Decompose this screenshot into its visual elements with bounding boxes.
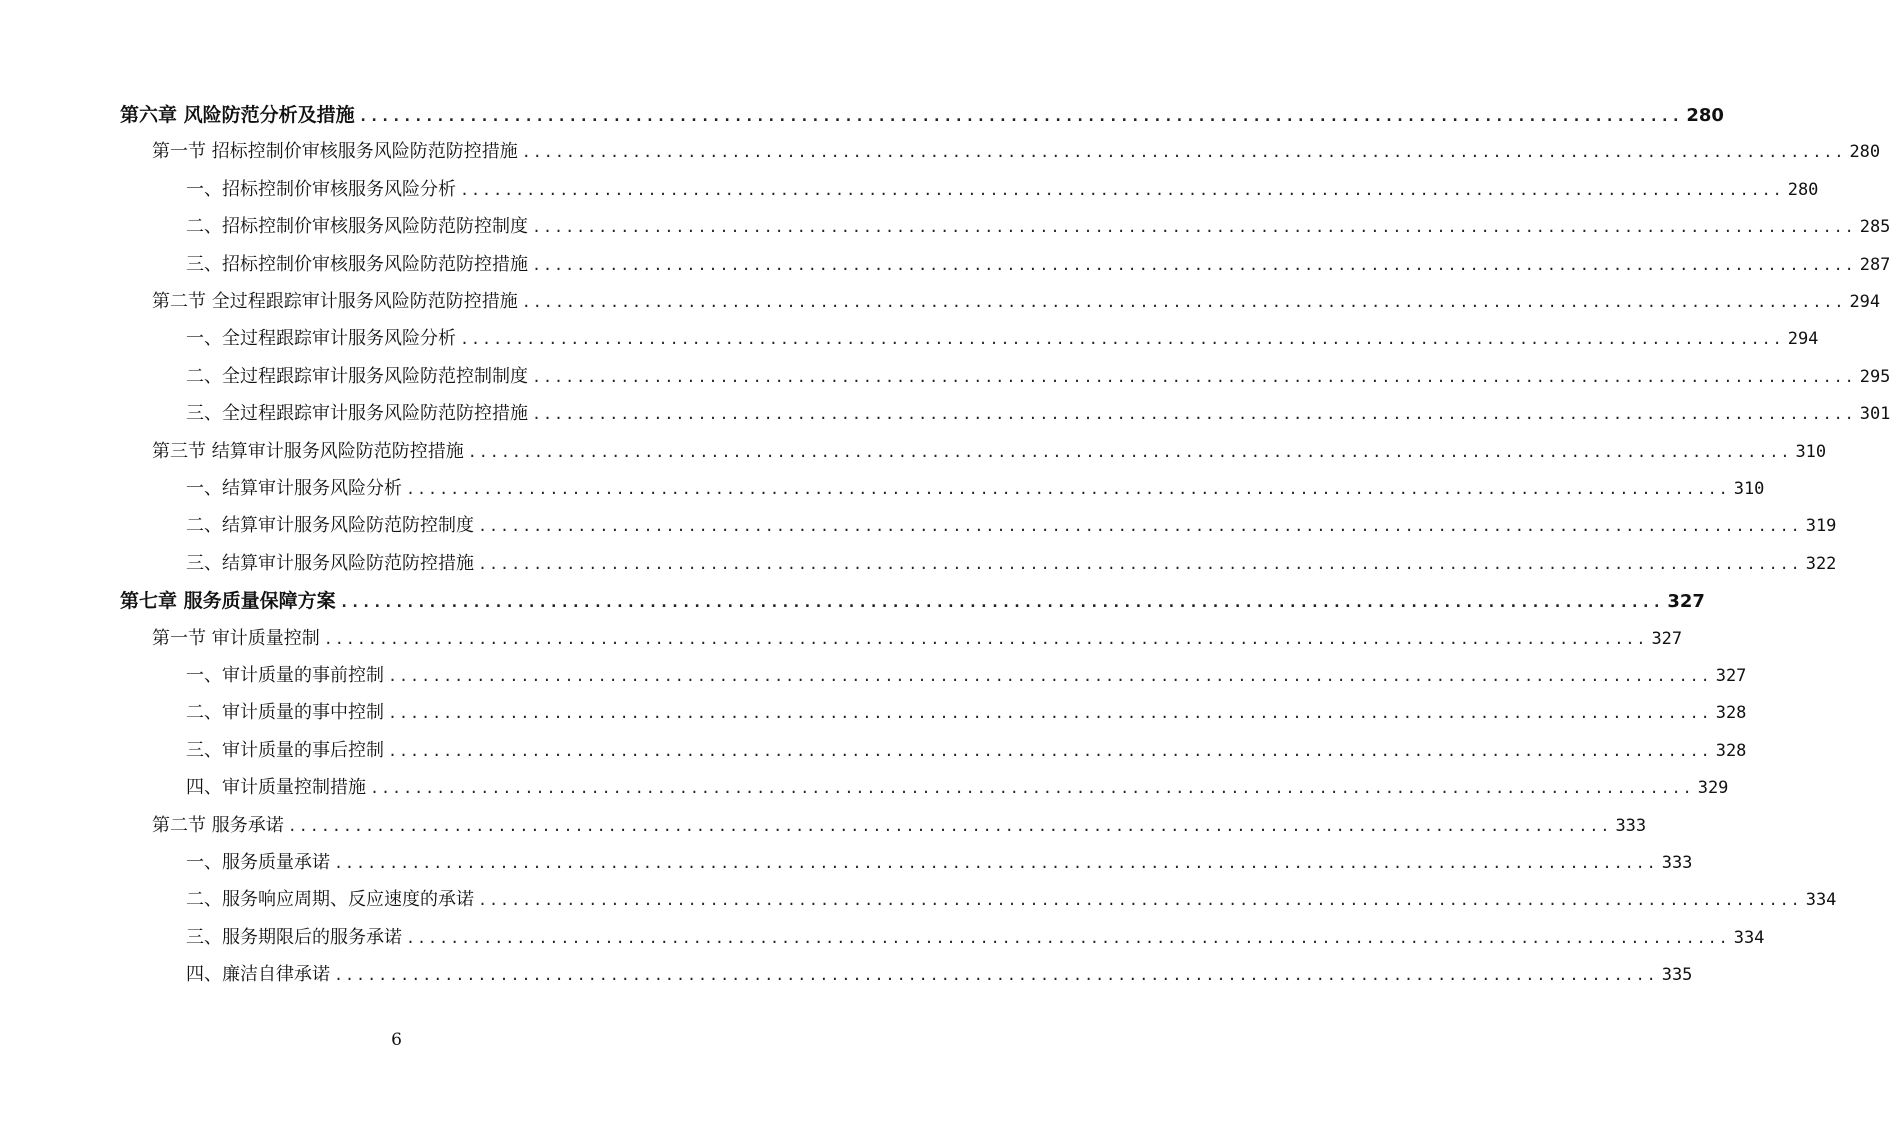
toc-entry-title: 第一节 审计质量控制 [152,627,320,649]
toc-entry-page: 328 [1715,740,1747,761]
toc-dot-leader: ........................................................................................................................ [478,517,1802,536]
toc-entry-title: 四、廉洁自律承诺 [186,964,330,986]
toc-entry-title: 二、审计质量的事中控制 [186,702,384,724]
toc-subsection-entry[interactable] [186,773,1729,803]
toc-subsection-entry[interactable] [186,848,1693,878]
toc-entry-title: 第六章 风险防范分析及措施 [120,104,355,126]
toc-entry-page: 333 [1661,853,1693,873]
toc-entry-page: 310 [1795,441,1827,462]
toc-subsection-entry[interactable] [186,661,1747,691]
toc-section-entry[interactable] [152,624,1683,654]
toc-entry-title: 一、招标控制价审核服务风险分析 [186,178,456,200]
toc-dot-leader: ........................................................................................................................ [532,405,1856,424]
toc-dot-leader: ........................................................................................................................ [334,854,1658,872]
toc-entry-title: 一、结算审计服务风险分析 [186,478,402,499]
toc-dot-leader: ........................................................................................................................ [388,667,1712,685]
toc-entry-page: 322 [1805,553,1837,574]
toc-entry-title: 第三节 结算审计服务风险防范防控措施 [152,440,464,462]
toc-entry-title: 二、服务响应周期、反应速度的承诺 [186,889,474,911]
toc-subsection-entry[interactable] [186,736,1747,766]
toc-entry-title: 第七章 服务质量保障方案 [120,590,336,613]
toc-entry-page: 335 [1661,965,1693,986]
toc-chapter-entry[interactable] [120,586,1705,616]
toc-entry-title: 一、全过程跟踪审计服务风险分析 [186,328,456,350]
toc-dot-leader: ........................................................................................................................ [370,779,1694,798]
toc-dot-leader: ........................................................................................................................ [460,180,1784,199]
toc-dot-leader: ........................................................................................................................ [334,966,1658,985]
toc-dot-leader: ........................................................................................................................ [406,480,1730,498]
toc-dot-leader: ........................................................................................................................ [532,255,1856,274]
toc-subsection-entry[interactable] [186,362,1890,392]
toc-entry-title: 四、审计质量控制措施 [186,777,366,799]
toc-entry-page: 319 [1805,516,1837,537]
toc-dot-leader: ........................................................................................................................ [532,367,1856,386]
toc-dot-leader: ........................................................................................................................ [532,218,1856,237]
toc-entry-page: 310 [1733,479,1765,499]
toc-dot-leader: ........................................................................................................................ [358,107,1683,125]
toc-entry-page: 327 [1651,628,1683,649]
toc-dot-leader: ........................................................................................................................ [460,330,1784,349]
toc-entry-title: 三、结算审计服务风险防范防控措施 [186,552,474,574]
toc-entry-title: 第一节 招标控制价审核服务风险防范防控措施 [152,141,518,163]
toc-chapter-entry[interactable] [120,100,1724,130]
toc-dot-leader: ........................................................................................................................ [521,143,1846,162]
toc-entry-title: 三、全过程跟踪审计服务风险防范防控措施 [186,403,528,425]
toc-entry-page: 328 [1715,703,1747,724]
toc-entry-page: 285 [1859,217,1890,238]
toc-entry-title: 二、全过程跟踪审计服务风险防范控制制度 [186,365,528,387]
toc-section-entry[interactable] [152,287,1881,317]
toc-section-entry[interactable] [152,437,1827,467]
toc-subsection-entry[interactable] [186,698,1747,728]
toc-entry-page: 333 [1615,815,1647,836]
toc-entry-page: 327 [1667,591,1705,613]
toc-entry-page: 295 [1859,366,1890,387]
toc-section-entry[interactable] [152,811,1647,841]
toc-entry-title: 三、招标控制价审核服务风险防范防控措施 [186,253,528,275]
toc-subsection-entry[interactable] [186,960,1693,990]
toc-dot-leader: ........................................................................................................................ [287,816,1612,835]
toc-entry-page: 334 [1733,927,1765,948]
toc-entry-page: 334 [1805,890,1837,911]
toc-entry-title: 第二节 全过程跟踪审计服务风险防范防控措施 [152,291,518,312]
toc-subsection-entry[interactable] [186,324,1819,354]
toc-entry-title: 二、招标控制价审核服务风险防范防控制度 [186,216,528,238]
toc-subsection-entry[interactable] [186,399,1890,429]
toc-subsection-entry[interactable] [186,511,1837,541]
toc-entry-page: 294 [1787,329,1819,350]
toc-dot-leader: ........................................................................................................................ [521,293,1846,311]
toc-entry-title: 第二节 服务承诺 [152,814,284,836]
toc-dot-leader: ........................................................................................................................ [388,704,1712,723]
toc-subsection-entry[interactable] [186,885,1837,915]
toc-entry-page: 280 [1849,142,1881,163]
toc-entry-title: 三、审计质量的事后控制 [186,739,384,761]
toc-dot-leader: ........................................................................................................................ [339,593,1664,612]
toc-entry-title: 三、服务期限后的服务承诺 [186,926,402,948]
toc-dot-leader: ........................................................................................................................ [478,554,1802,573]
toc-entry-page: 280 [1686,105,1724,126]
toc-section-entry[interactable] [152,137,1881,167]
toc-entry-page: 280 [1787,179,1819,200]
toc-entry-title: 二、结算审计服务风险防范防控制度 [186,515,474,537]
toc-subsection-entry[interactable] [186,474,1765,504]
toc-entry-page: 329 [1697,778,1729,799]
toc-subsection-entry[interactable] [186,549,1837,579]
toc-entry-page: 294 [1849,292,1881,312]
toc-subsection-entry[interactable] [186,175,1819,205]
page-number: 6 [391,1030,402,1050]
toc-entry-title: 一、服务质量承诺 [186,852,330,873]
toc-dot-leader: ........................................................................................................................ [388,741,1712,760]
toc-subsection-entry[interactable] [186,212,1890,242]
toc-entry-page: 327 [1715,666,1747,686]
toc-dot-leader: ........................................................................................................................ [478,891,1802,910]
toc-dot-leader: ........................................................................................................................ [467,442,1792,461]
toc-dot-leader: ........................................................................................................................ [323,629,1648,648]
toc-entry-page: 301 [1859,404,1890,425]
toc-subsection-entry[interactable] [186,923,1765,953]
toc-dot-leader: ........................................................................................................................ [406,928,1730,947]
toc-subsection-entry[interactable] [186,250,1890,280]
toc-entry-title: 一、审计质量的事前控制 [186,665,384,686]
toc-entry-page: 287 [1859,254,1890,275]
